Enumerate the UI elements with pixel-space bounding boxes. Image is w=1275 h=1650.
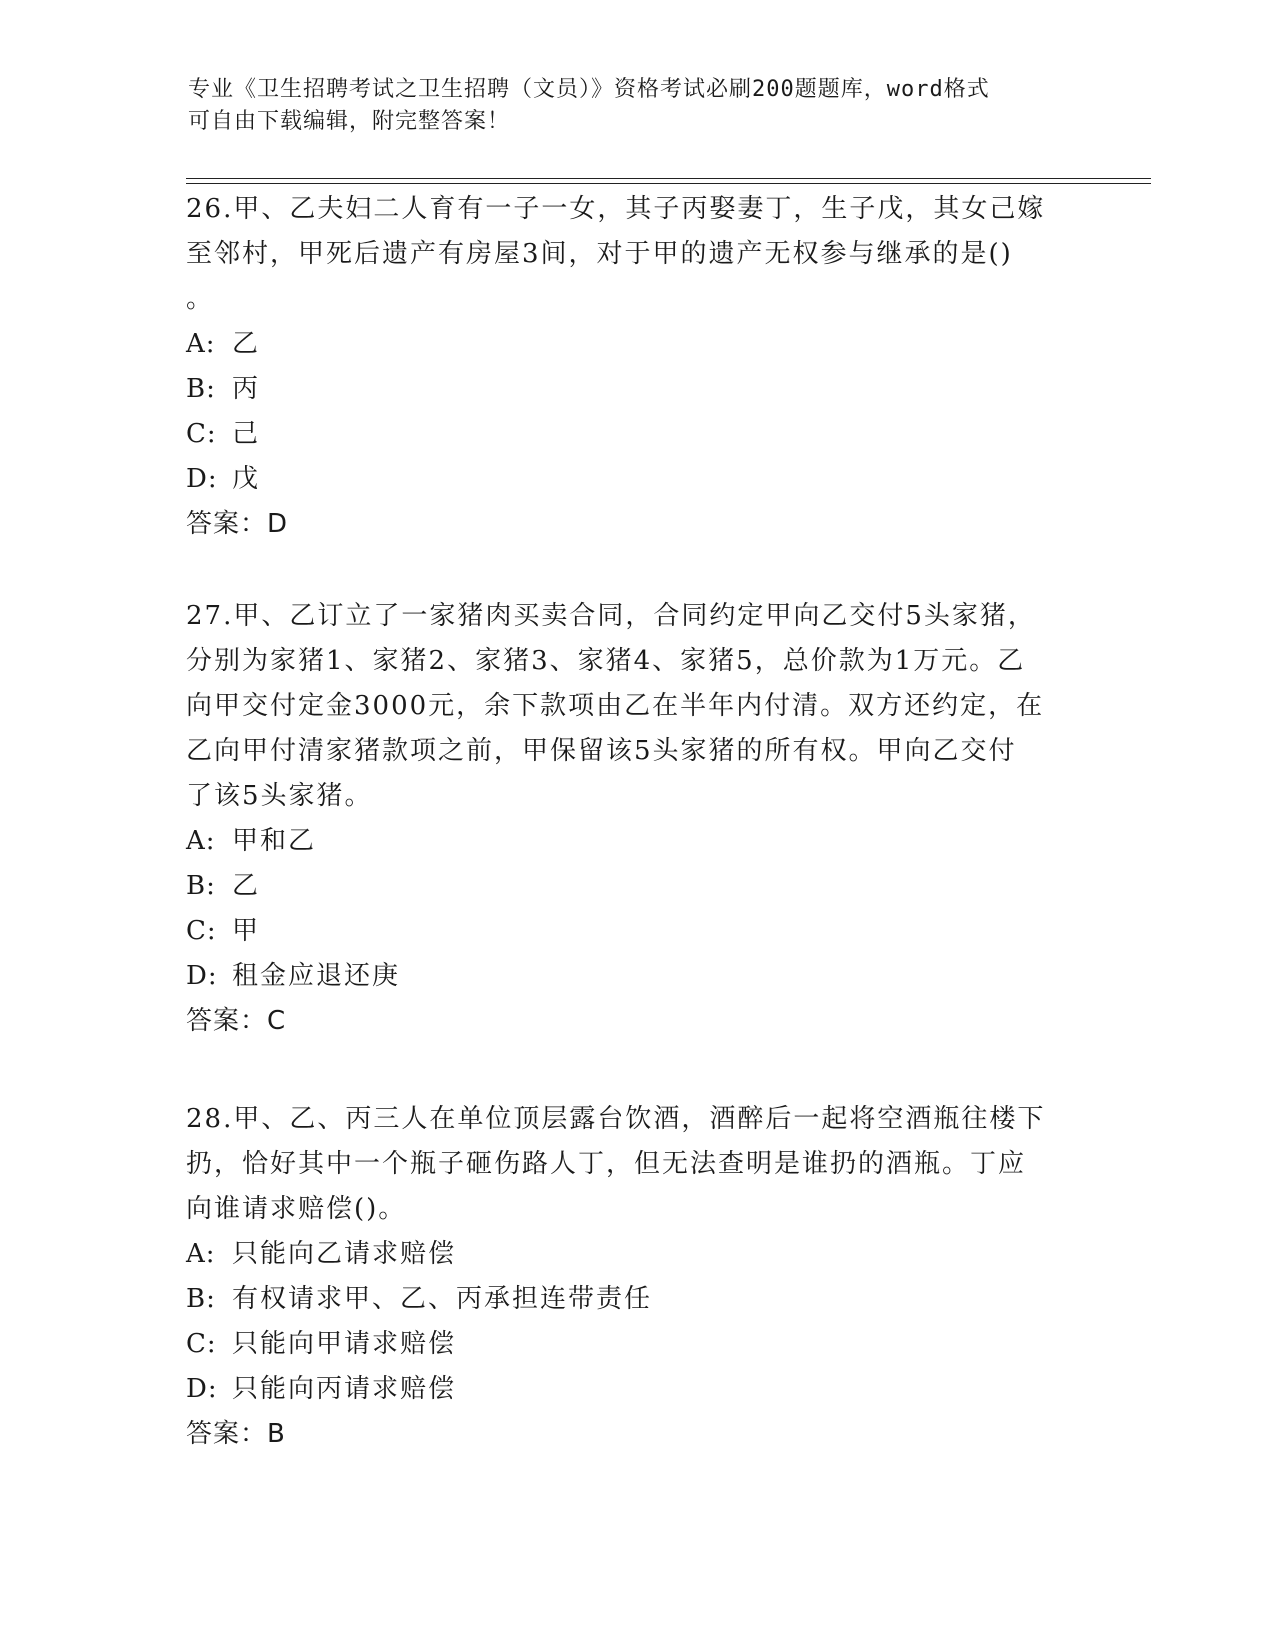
option-key: A: bbox=[186, 329, 216, 359]
stem-line: 至邻村，甲死后遗产有房屋3间，对于甲的遗产无权参与继承的是() bbox=[186, 239, 1013, 269]
stem-line: 乙向甲付清家猪款项之前，甲保留该5头家猪的所有权。甲向乙交付 bbox=[186, 736, 1017, 766]
answer-line: 答案：D bbox=[186, 509, 289, 539]
option-text: 乙 bbox=[232, 329, 261, 359]
question-27 bbox=[186, 594, 1086, 1044]
option-a bbox=[186, 322, 1086, 367]
answer-line: 答案：C bbox=[186, 1006, 287, 1036]
option-d bbox=[186, 954, 1086, 999]
option-text: 己 bbox=[232, 419, 261, 449]
option-c bbox=[186, 1322, 1086, 1367]
option-a bbox=[186, 1232, 1086, 1277]
header-divider bbox=[186, 178, 1151, 179]
question-stem bbox=[186, 594, 1086, 819]
stem-line: 扔，恰好其中一个瓶子砸伤路人丁，但无法查明是谁扔的酒瓶。丁应 bbox=[186, 1149, 1027, 1179]
option-b bbox=[186, 864, 1086, 909]
stem-line: 26.甲、乙夫妇二人育有一子一女，其子丙娶妻丁，生子戊，其女己嫁 bbox=[186, 194, 1046, 224]
option-text: 租金应退还庚 bbox=[232, 961, 401, 991]
option-d bbox=[186, 457, 1086, 502]
option-b bbox=[186, 367, 1086, 412]
stem-line: 28.甲、乙、丙三人在单位顶层露台饮酒，酒醉后一起将空酒瓶往楼下 bbox=[186, 1104, 1046, 1134]
question-26 bbox=[186, 187, 1086, 547]
option-key: A: bbox=[186, 826, 216, 856]
question-stem bbox=[186, 1097, 1086, 1232]
option-text: 甲 bbox=[232, 916, 261, 946]
option-key: B: bbox=[186, 374, 216, 404]
option-key: C: bbox=[186, 916, 217, 946]
stem-line: 向谁请求赔偿()。 bbox=[186, 1194, 407, 1224]
stem-line: 分别为家猪1、家猪2、家猪3、家猪4、家猪5，总价款为1万元。乙 bbox=[186, 646, 1026, 676]
option-b bbox=[186, 1277, 1086, 1322]
option-d bbox=[186, 1367, 1086, 1412]
option-key: B: bbox=[186, 871, 216, 901]
option-text: 乙 bbox=[232, 871, 261, 901]
stem-line: 向甲交付定金3000元，余下款项由乙在半年内付清。双方还约定，在 bbox=[186, 691, 1045, 721]
document-header bbox=[188, 74, 1068, 138]
option-a bbox=[186, 819, 1086, 864]
option-key: D: bbox=[186, 1374, 218, 1404]
stem-line: 。 bbox=[186, 284, 215, 314]
header-divider bbox=[186, 183, 1151, 184]
option-key: C: bbox=[186, 419, 217, 449]
option-key: D: bbox=[186, 464, 218, 494]
option-text: 戊 bbox=[232, 464, 261, 494]
option-text: 有权请求甲、乙、丙承担连带责任 bbox=[232, 1284, 653, 1314]
option-text: 甲和乙 bbox=[232, 826, 317, 856]
answer-line: 答案：B bbox=[186, 1419, 286, 1449]
option-text: 丙 bbox=[232, 374, 261, 404]
question-stem bbox=[186, 187, 1086, 322]
option-key: A: bbox=[186, 1239, 216, 1269]
option-key: B: bbox=[186, 1284, 216, 1314]
option-text: 只能向甲请求赔偿 bbox=[232, 1329, 457, 1359]
option-text: 只能向丙请求赔偿 bbox=[232, 1374, 457, 1404]
header-line: 可自由下载编辑，附完整答案！ bbox=[188, 109, 511, 134]
stem-line: 27.甲、乙订立了一家猪肉买卖合同，合同约定甲向乙交付5头家猪， bbox=[186, 601, 1036, 631]
question-28 bbox=[186, 1097, 1086, 1457]
option-c bbox=[186, 909, 1086, 954]
option-key: C: bbox=[186, 1329, 217, 1359]
option-text: 只能向乙请求赔偿 bbox=[232, 1239, 457, 1269]
option-c bbox=[186, 412, 1086, 457]
option-key: D: bbox=[186, 961, 218, 991]
header-line: 专业《卫生招聘考试之卫生招聘（文员）》资格考试必刷200题题库，word格式 bbox=[188, 77, 990, 102]
stem-line: 了该5头家猪。 bbox=[186, 781, 373, 811]
